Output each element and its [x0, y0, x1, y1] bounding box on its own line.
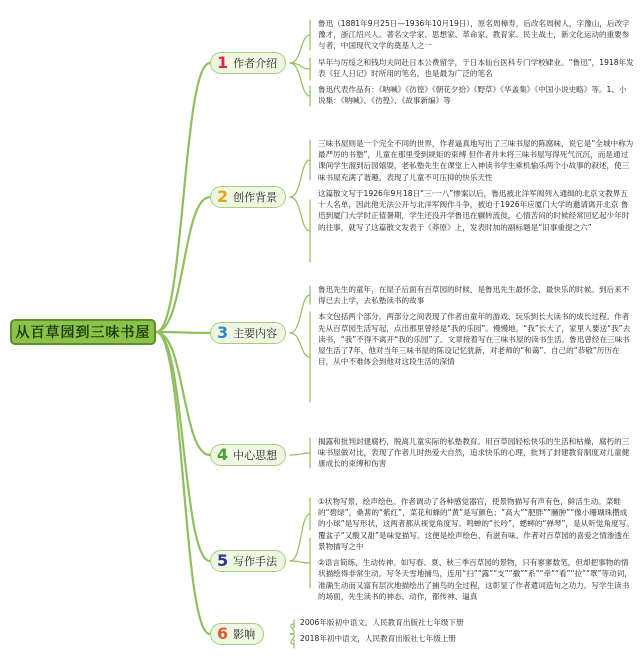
branch-label: 影响 [233, 628, 256, 641]
leaf-paragraph: 三味书屋则是一个完全不同的世界，作者逼真地写出了三味书屋的陈腐味，说它是“全城中称为最严厉的书塾”，儿童在那里受到规矩的束缚 但作者并未将三味书屋写得死气沉沉，而是通过课间学生溜到后园嬉耍，老私塾先生在课堂上入神读书学生乘机愉乐两个小故事的叙述，使三味书屋充满了谐趣，表现了儿童不可压抑的快乐天性 [318, 139, 634, 182]
branch-to-leaf-connector [290, 35, 310, 63]
root-to-branch-connector [156, 197, 210, 332]
branch-to-leaf-connector [290, 333, 310, 357]
leaf-text-theme [318, 436, 634, 470]
branch-number: 5 [217, 551, 229, 570]
leaf-text-techniques [318, 496, 634, 602]
branch-label: 主要内容 [233, 327, 278, 340]
branch-to-leaf-connector [290, 197, 310, 231]
branch-to-leaf-connector [290, 453, 310, 455]
branch-label: 创作背景 [233, 191, 278, 204]
root-node: 从百草园到三味书屋 [10, 319, 156, 345]
leaf-paragraph: 本文包括两个部分，两部分之间表现了作者由童年的游戏、玩乐到长大读书的成长过程。作者先从百草园生活写起，点出那里曾经是“我的乐园”。慢慢地，“我”长大了，家里人要送“我”去读书，“我”不得不离开“我的乐园”了。文章接着写在三味书屋的读书生活。鲁迅曾经在三味书屋生活了7年，他对当年三味书屋的陈设记忆犹新，对老师的“和蔼”、自己的“恭敬”历历在目，从中不难体会到他对这段生活的深情 [318, 312, 631, 367]
branch-label: 写作手法 [233, 555, 278, 568]
leaf-paragraph: ②语言简练，生动传神。如写春、夏、秋三季百草园的景物，只有寥寥数笔，但却把事物的情状描绘得非常生动。写冬天雪地捕鸟，连用“扫”“露”“支”“撒”“系”“牵”“看”“拉”“罩”等动词，准确生动而又富有层次地描绘出了捕鸟的全过程，这彰显了作者遣词造句之功力。写学生读书的场面，先生读书的神态、动作，都传神、逼真 [318, 558, 632, 601]
leaf-paragraph: 揭露和批判封建腐朽，脱离儿童实际的私塾教育。用百草园轻松快乐的生活和枯燥，腐朽的三味书屋做对比，表现了作者儿时热爱大自然，追求快乐的心理，批判了封建教育制度对儿童健康成长的束缚和伤害 [318, 437, 630, 469]
branch-to-leaf-connector [290, 63, 310, 96]
branch-node-background [210, 186, 286, 208]
root-to-branch-connector [156, 332, 210, 561]
branch-node-theme [210, 444, 286, 466]
branch-label: 作者介绍 [233, 57, 278, 70]
branch-number: 1 [217, 53, 229, 72]
root-to-branch-connector [156, 63, 210, 332]
branch-to-leaf-connector [290, 295, 310, 333]
leaf-paragraph: 鲁迅代表作品有：《呐喊》《彷徨》《朝花夕拾》《野草》《华盖集》《中国小说史略》等。1、小说集：《呐喊》、《彷徨》、《故事新编》等 [318, 85, 627, 106]
leaf-paragraph: 2018年初中语文，人民教育出版社七年级上册 [300, 634, 457, 644]
leaf-paragraph: 鲁迅先生的童年，在屋子后面有百草园的时候，是鲁迅先生最怀念，最快乐的时候。到后来不得已去上学，去私塾读书的故事 [318, 285, 630, 306]
branch-node-techniques [210, 550, 286, 572]
leaf-text-influence [300, 617, 600, 644]
leaf-text-content [318, 284, 634, 368]
leaf-paragraph: 早年与厉绥之和钱均夫同赴日本公费留学，于日本仙台医科专门学校肄业。“鲁迅”，1918年发表《狂人日记》时所用的笔名，也是最为广泛的笔名 [318, 57, 634, 78]
leaf-paragraph: 鲁迅（1881年9月25日—1936年10月19日），原名周樟寿，后改名周树人，字豫山，后改字豫才，浙江绍兴人。著名文学家、思想家、革命家、教育家、民主战士，新文化运动的重要参与者，中国现代文学的奠基人之一 [318, 19, 630, 51]
branch-number: 4 [217, 445, 229, 464]
branch-to-leaf-connector [290, 561, 310, 563]
root-to-branch-connector [156, 332, 210, 634]
leaf-paragraph: 2006年版初中语文，人民教育出版社七年级下册 [300, 618, 464, 627]
leaf-paragraph: ①状物写景，绘声绘色。作者调动了各种感觉器官，使景物描写有声有色，鲜活生动。菜畦的“碧绿”，桑葚的“紫红”，菜花和蜂的“黄”是写颜色；“高大”“肥胖”“臃肿”“像小珊瑚珠攒成的小球”是写形状，这两者都从视觉角度写。鸣蝉的“长吟”，蟋蟀的“弹琴”，是从听觉角度写。覆盆子“又酸又甜”是味觉描写。这便是绘声绘色、有滋有味。作者对百草园的喜爱之情渗透在景物描写之中 [318, 497, 634, 551]
root-to-branch-connector [156, 332, 210, 333]
branch-label: 中心思想 [233, 449, 278, 462]
branch-node-author [210, 52, 286, 74]
leaf-text-background [318, 138, 634, 233]
leaf-text-author [318, 18, 634, 107]
branch-node-content [210, 322, 286, 344]
branch-to-leaf-connector [290, 514, 310, 561]
branch-node-influence [210, 623, 264, 645]
branch-number: 2 [217, 187, 229, 206]
branch-number: 3 [217, 323, 229, 342]
leaf-paragraph: 这篇散文写于1926年9月18日“三·一八”惨案以后，鲁迅被北洋军阀列入通缉的北京文教界五十人名单，因此他无法公开与北洋军阀作斗争，被迫于1926年应厦门大学的邀请离开北京 鲁迅到厦门大学时正值暑期，学生还没开学鲁迅在辗转流徙，心情苦闷的时候经常回忆起少年时的往事，就写了这篇散文发表于《莽原》上，发表时加的副标题是“旧事重提之六” [318, 188, 630, 232]
branch-to-leaf-connector [290, 160, 310, 197]
branch-number: 6 [217, 624, 229, 643]
